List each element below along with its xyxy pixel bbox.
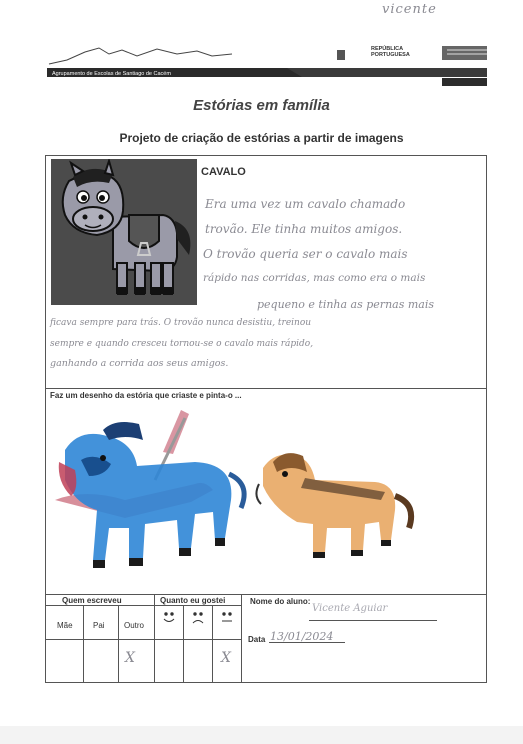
page-subtitle: Projeto de criação de estórias a partir de imagens bbox=[119, 131, 404, 145]
option-pai: Pai bbox=[93, 621, 105, 630]
section-divider bbox=[45, 388, 487, 389]
child-drawing bbox=[45, 400, 487, 592]
story-line: ficava sempre para trás. O trovão nunca desistiu, treinou bbox=[50, 318, 312, 328]
top-handwritten-name: vicente bbox=[382, 2, 437, 17]
page-title: Estórias em família bbox=[193, 97, 330, 114]
story-line: ganhando a corrida aos seus amigos. bbox=[50, 358, 229, 369]
feedback-grid bbox=[45, 594, 487, 684]
story-line: trovão. Ele tinha muitos amigos. bbox=[205, 222, 403, 236]
check-mark-outro: X bbox=[125, 650, 135, 666]
blue-horse-drawing bbox=[55, 410, 244, 568]
republic-line-2: PORTUGUESA bbox=[371, 52, 410, 58]
republic-label bbox=[371, 46, 410, 58]
republic-line-1: REPÚBLICA bbox=[371, 46, 404, 52]
story-line: Era uma vez um cavalo chamado bbox=[205, 197, 406, 211]
student-name-value: Vicente Aguiar bbox=[312, 603, 388, 614]
school-name: Agrupamento de Escolas de Santiago de Cacém bbox=[52, 71, 171, 77]
story-line: O trovão queria ser o cavalo mais bbox=[203, 247, 408, 261]
drawing-prompt: Faz um desenho da estória que criaste e pinta-o ... bbox=[50, 391, 242, 400]
who-wrote-label: Quem escreveu bbox=[62, 596, 122, 605]
check-mark-liked: X bbox=[221, 650, 231, 666]
happy-face-icon bbox=[164, 613, 174, 622]
option-mae: Mãe bbox=[57, 621, 73, 630]
brown-horse-drawing bbox=[256, 453, 411, 558]
story-line: rápido nas corridas, mas como era o mais bbox=[203, 272, 426, 284]
bottom-strip bbox=[0, 726, 523, 744]
how-much-liked-label: Quanto eu gostei bbox=[160, 596, 226, 605]
smiley-icons bbox=[164, 613, 232, 623]
republic-emblem-icon bbox=[337, 50, 345, 60]
horse-cartoon-image bbox=[51, 159, 197, 305]
date-value: 13/01/2024 bbox=[270, 630, 334, 643]
student-name-label: Nome do aluno: bbox=[250, 597, 311, 606]
neutral-face-icon bbox=[222, 613, 232, 621]
option-outro: Outro bbox=[124, 621, 145, 630]
header-banner bbox=[47, 40, 487, 92]
sad-face-icon bbox=[193, 613, 203, 623]
story-heading: CAVALO bbox=[201, 166, 246, 178]
story-line: pequeno e tinha as pernas mais bbox=[257, 298, 435, 311]
date-label: Data bbox=[248, 635, 266, 644]
story-line: sempre e quando cresceu tornou-se o cavalo mais rápido, bbox=[50, 339, 314, 349]
